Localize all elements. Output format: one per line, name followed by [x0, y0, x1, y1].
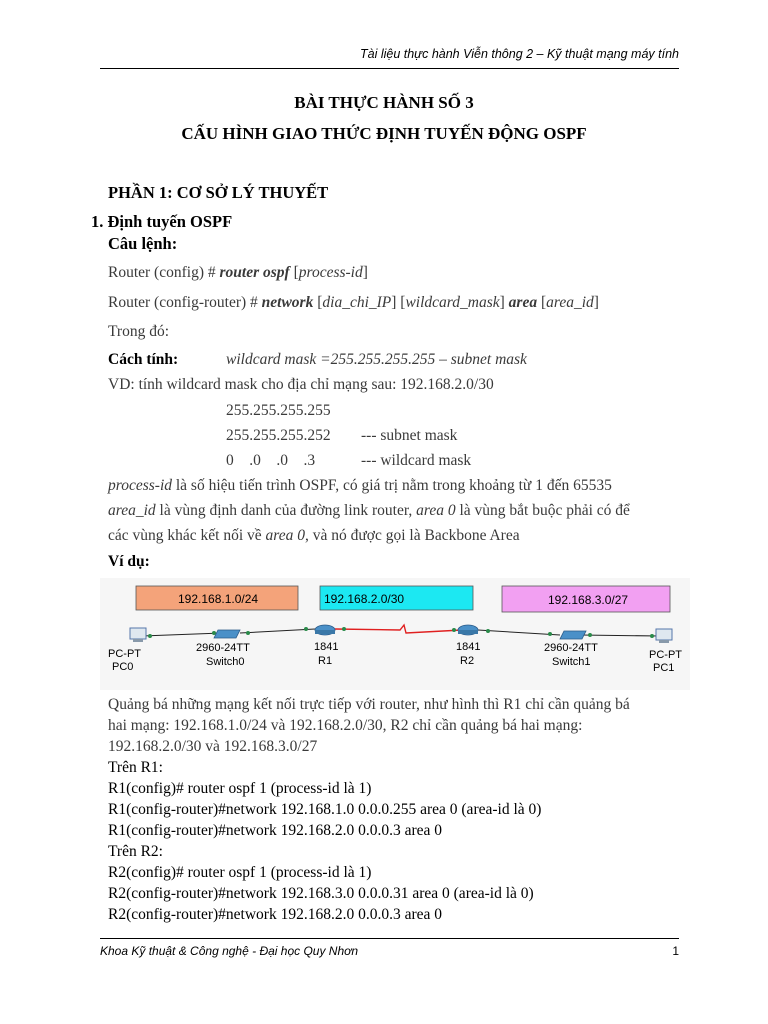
calc-formula: wildcard mask =255.255.255.255 – subnet mask — [226, 351, 527, 368]
command-network: Router (config-router) # network [dia_chi_IP] [wildcard_mask] area [area_id] — [108, 294, 599, 311]
switch0-icon — [214, 630, 240, 638]
router-r1-icon — [315, 625, 335, 635]
router-r1-name-label: R1 — [318, 655, 333, 667]
page-footer: Khoa Kỹ thuật & Công nghệ - Đại học Quy Nhơn — [100, 944, 359, 958]
r2-config-line-2: R2(config-router)#network 192.168.3.0 0.0.0.31 area 0 (area-id là 0) — [108, 885, 534, 902]
page-header: Tài liệu thực hành Viễn thông 2 – Kỹ thuật mạng máy tính — [359, 47, 679, 61]
explain-line-3: 192.168.2.0/30 và 192.168.3.0/27 — [108, 738, 318, 755]
document-title: BÀI THỰC HÀNH SỐ 3 — [294, 93, 474, 112]
switch1-name-label: Switch1 — [552, 656, 591, 668]
r1-config-title: Trên R1: — [108, 759, 163, 776]
pc1-type-label: PC-PT — [649, 649, 682, 661]
process-id-paragraph: process-id là số hiệu tiến trình OSPF, có giá trị nằm trong khoảng từ 1 đến 65535 — [108, 477, 612, 494]
example-label: Ví dụ: — [108, 553, 150, 570]
r2-config-title: Trên R2: — [108, 843, 163, 860]
command-label: Câu lệnh: — [108, 234, 178, 253]
subsection-heading: 1. Định tuyến OSPF — [91, 212, 233, 231]
explain-line-2: hai mạng: 192.168.1.0/24 và 192.168.2.0/30, R2 chỉ cần quảng bá hai mạng: — [108, 717, 583, 734]
r2-config-line-1: R2(config)# router ospf 1 (process-id là 1) — [108, 864, 372, 881]
r1-config-line-2: R1(config-router)#network 192.168.1.0 0.0.0.255 area 0 (area-id là 0) — [108, 801, 542, 818]
network-label-3: 192.168.3.0/27 — [548, 593, 629, 607]
command-router-ospf: Router (config) # router ospf [process-id] — [108, 264, 368, 281]
r2-config-line-3: R2(config-router)#network 192.168.2.0 0.0.0.3 area 0 — [108, 906, 443, 923]
switch1-type-label: 2960-24TT — [544, 642, 598, 654]
pc0-name-label: PC0 — [112, 661, 134, 673]
switch1-icon — [560, 631, 586, 639]
calc-row-3: 0 .0 .0 .3 — [226, 452, 316, 469]
router-r2-icon — [458, 625, 478, 635]
page-number: 1 — [672, 944, 679, 958]
router-r1-type-label: 1841 — [314, 641, 339, 653]
calc-label: Cách tính: — [108, 351, 179, 368]
switch0-type-label: 2960-24TT — [196, 642, 250, 654]
router-r2-type-label: 1841 — [456, 641, 481, 653]
pc0-type-label: PC-PT — [108, 648, 141, 660]
area-id-paragraph: area_id là vùng định danh của đường link router, area 0 là vùng bắt buộc phải có để — [108, 502, 630, 519]
calc-row-1: 255.255.255.255 — [226, 402, 331, 419]
switch0-name-label: Switch0 — [206, 656, 245, 668]
r1-config-line-1: R1(config)# router ospf 1 (process-id là 1) — [108, 780, 372, 797]
r1-config-line-3: R1(config-router)#network 192.168.2.0 0.0.0.3 area 0 — [108, 822, 443, 839]
calc-row-2-note: --- subnet mask — [361, 427, 458, 444]
where-label: Trong đó: — [108, 323, 170, 340]
example-text: VD: tính wildcard mask cho địa chỉ mạng sau: 192.168.2.0/30 — [108, 376, 494, 393]
backbone-paragraph: các vùng khác kết nối về area 0, và nó được gọi là Backbone Area — [108, 527, 520, 544]
explain-line-1: Quảng bá những mạng kết nối trực tiếp với router, như hình thì R1 chỉ cần quảng bá — [108, 696, 630, 713]
pc1-name-label: PC1 — [653, 662, 675, 674]
header-rule — [100, 68, 679, 69]
document-subtitle: CẤU HÌNH GIAO THỨC ĐỊNH TUYẾN ĐỘNG OSPF — [181, 124, 587, 143]
footer-rule — [100, 938, 679, 939]
network-label-1: 192.168.1.0/24 — [178, 592, 259, 606]
network-label-2: 192.168.2.0/30 — [324, 592, 405, 606]
calc-row-3-note: --- wildcard mask — [361, 452, 472, 469]
section-heading: PHẦN 1: CƠ SỞ LÝ THUYẾT — [108, 183, 329, 202]
calc-row-2: 255.255.255.252 — [226, 427, 331, 444]
network-topology-diagram — [100, 578, 690, 690]
router-r2-name-label: R2 — [460, 655, 475, 667]
